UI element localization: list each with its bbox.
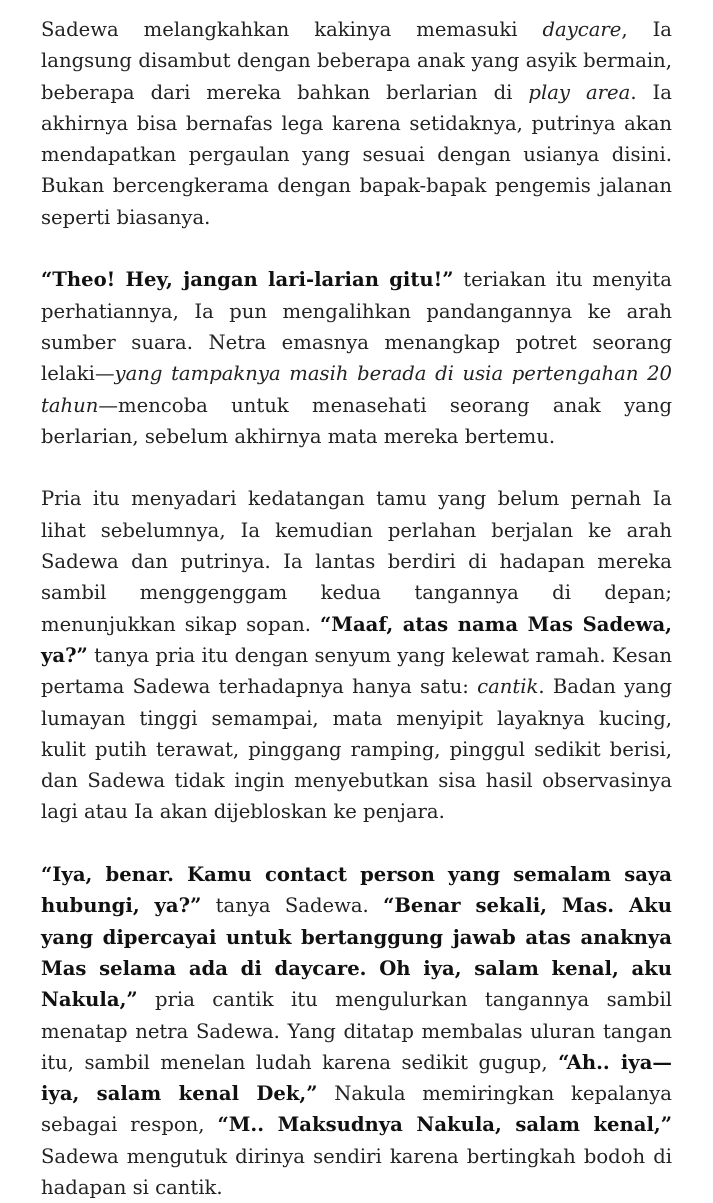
paragraph-2	[41, 264, 672, 452]
narration: Sadewa mengutuk dirinya sendiri karena bertingkah bodoh di hadapan si cantik.	[41, 1144, 672, 1199]
dialogue: “Ah.. iya— iya, salam kenal Dek,”	[41, 1050, 672, 1106]
paragraph-4	[41, 859, 672, 1203]
dialogue: “Maaf, atas nama Mas Sadewa, ya?”	[41, 612, 672, 667]
narration: tanya Sadewa.	[201, 894, 384, 918]
narration: . Ia akhirnya bisa bernafas lega karena setidaknya, putrinya akan mendapatkan pergaulan yang sesuai dengan usianya disini. Bukan bercengkerama dengan bapak-bapak pengemis jalanan seperti biasanya.	[41, 80, 672, 229]
narration: Sadewa melangkahkan kakinya memasuki	[41, 18, 543, 41]
italic-term: cantik	[477, 675, 539, 699]
italic-term: play area	[528, 80, 631, 104]
narration: teriakan itu menyita perhatiannya, Ia pun mengalihkan pandangannya ke arah sumber suara. Netra emasnya menangkap potret seorang lelaki—	[41, 268, 672, 386]
paragraph-1	[41, 14, 672, 233]
dialogue: “Benar sekali, Mas. Aku yang dipercayai untuk bertanggung jawab atas anaknya Mas selama ada di daycare. Oh iya, salam kenal, aku Nakula,”	[41, 894, 672, 1012]
narration: . Badan yang lumayan tinggi semampai, mata menyipit layaknya kucing, kulit putih terawat, pinggang ramping, pinggul sedikit berisi, dan Sadewa tidak ingin menyebutkan sisa hasil observasinya lagi atau Ia akan dijebloskan ke penjara.	[41, 675, 672, 824]
dialogue: “Iya, benar. Kamu contact person yang semalam saya hubungi, ya?”	[41, 863, 672, 918]
dialogue: “M.. Maksudnya Nakula, salam kenal,”	[217, 1113, 672, 1137]
narration: , Ia langsung disambut dengan beberapa anak yang asyik bermain, beberapa dari mereka bahkan berlarian di	[41, 18, 672, 104]
narration: Nakula memiringkan kepalanya sebagai respon,	[41, 1082, 672, 1137]
narration: Pria itu menyadari kedatangan tamu yang belum pernah Ia lihat sebelumnya, Ia kemudian perlahan berjalan ke arah Sadewa dan putrinya. Ia lantas berdiri di hadapan mereka sambil menggenggam kedua tangannya di depan; menunjukkan sikap sopan.	[41, 487, 672, 636]
paragraph-3	[41, 483, 672, 827]
narration: pria cantik itu mengulurkan tangannya sambil menatap netra Sadewa. Yang ditatap membalas uluran tangan itu, sambil menelan ludah karena sedikit gugup,	[41, 988, 672, 1074]
italic-term: daycare	[542, 18, 622, 41]
narration: tanya pria itu dengan senyum yang kelewat ramah. Kesan pertama Sadewa terhadapnya hanya satu:	[41, 643, 672, 699]
dialogue: “Theo! Hey, jangan lari-larian gitu!”	[41, 268, 454, 292]
italic-aside: yang tampaknya masih berada di usia pertengahan 20 tahun	[41, 362, 672, 417]
narration: —mencoba untuk menasehati seorang anak yang berlarian, sebelum akhirnya mata mereka bertemu.	[41, 393, 672, 448]
